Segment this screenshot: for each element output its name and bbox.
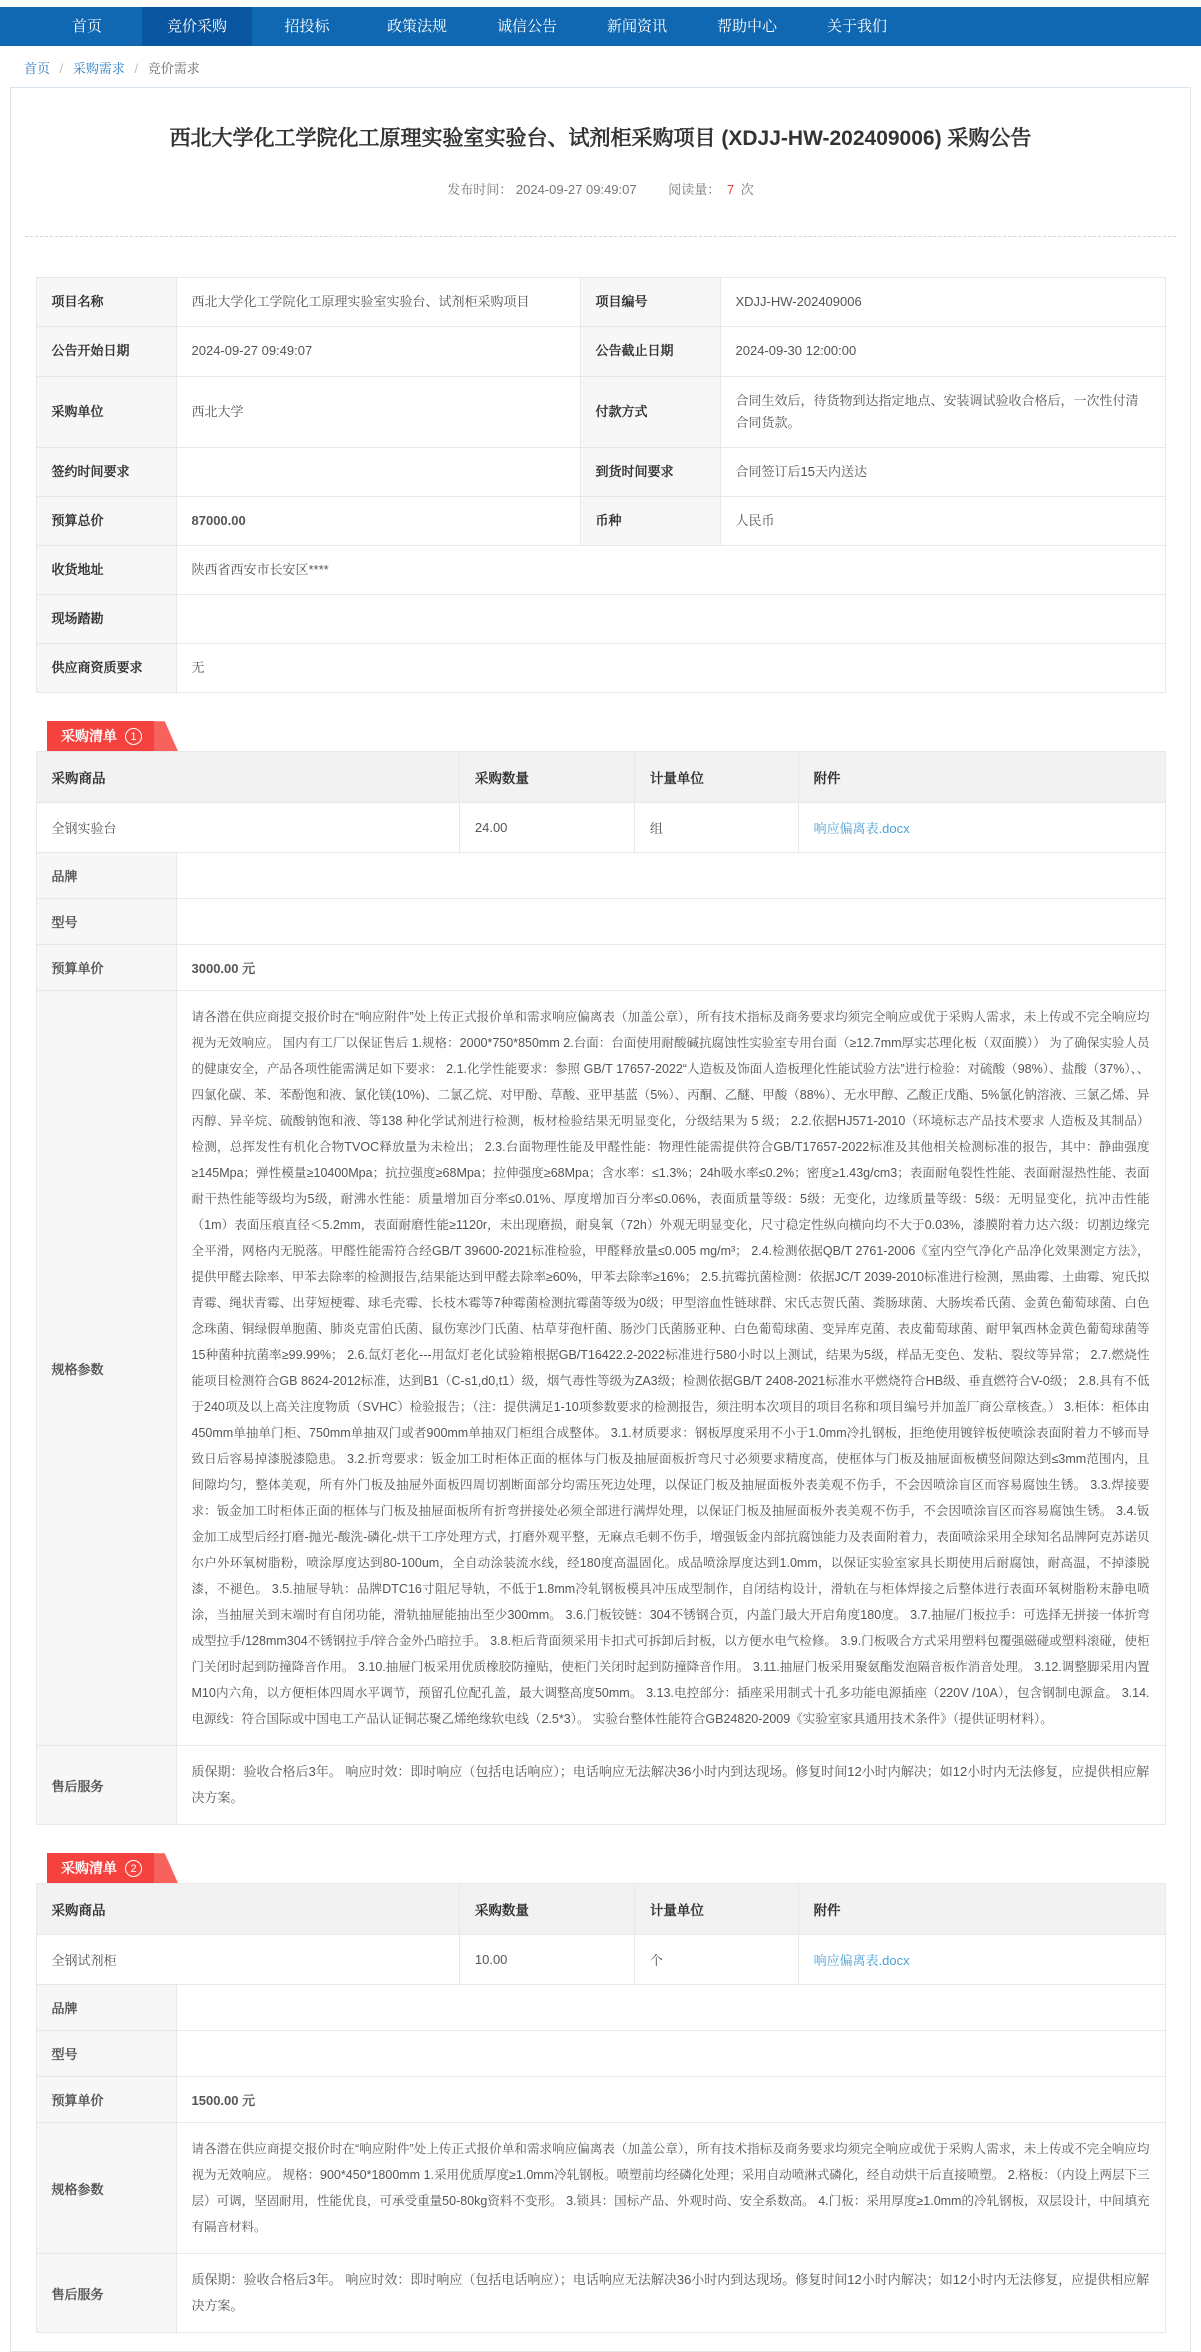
- table-row: [36, 278, 1165, 327]
- breadcrumb-purchase-demand-link[interactable]: 采购需求: [72, 61, 125, 76]
- column-header-quantity: 采购数量: [459, 752, 634, 803]
- total-budget-value: 87000.00: [176, 496, 580, 545]
- field-value-brand: [176, 1985, 1165, 2031]
- field-value-unit-price: 3000.00 元: [176, 945, 1165, 991]
- table-row: [36, 1935, 1165, 1985]
- field-label-unit-price: 预算单价: [36, 945, 176, 991]
- field-label-spec: 规格参数: [36, 2123, 176, 2254]
- breadcrumb-separator: /: [134, 61, 139, 76]
- table-row: [36, 545, 1165, 594]
- field-value-spec: 请各潜在供应商提交报价时在“响应附件”处上传正式报价单和需求响应偏离表（加盖公章），所有技术指标及商务要求均须完全响应或优于采购人需求，未上传或不完全响应均视为无效响应。 国内有工厂以保证售后 1.规格：2000*750*850mm 2.台面：台面使用耐酸碱抗腐蚀性实验室专用台面（≥12.7mm厚实芯理化板（双面膜）） 为了确保实验人员的健康安全，产品各项性能需满足如下要求： 2.1.化学性能要求：参照 GB/T 17657-2022“人造板及饰面人造板理化性能试验方法”进行检验：对硫酸（98%）、盐酸（37%）、、四氯化碳、苯、苯酚饱和液、氯化镁(10%)、二氯乙烷、对甲酚、草酸、亚甲基蓝（5%）、丙酮、乙醚、甲酸（88%）、无水甲醇、乙酸正戊酯、5%氯化钠溶液、三氯乙烯、异丙醇、异辛烷、硫酸钠饱和液、等138 种化学试剂进行检测，板材检验结果无明显变化，分级结果为 5 级； 2.2.依据HJ571-2010（环境标志产品技术要求 人造板及其制品）检测，总挥发性有机化合物TVOC释放量为未检出； 2.3.台面物理性能及甲醛性能：物理性能需提供符合GB/T17657-2022标准及其他相关检测标准的报告，其中：静曲强度≥145Mpa；弹性模量≥10400Mpa；抗拉强度≥68Mpa；拉伸强度≥68Mpa；含水率：≤1.3%；24h吸水率≤0.2%；密度≥1.43g/cm3；表面耐龟裂性性能、表面耐湿热性能、表面耐干热性能等级均为5级，耐沸水性能：质量增加百分率≤0.01%、厚度增加百分率≤0.06%，表面质量等级：5级：无变化，边缘质量等级：5级：无明显变化，抗冲击性能（1m）表面压痕直径＜5.2mm，表面耐磨性能≥1120r，未出现磨损，耐臭氧（72h）外观无明显变化，尺寸稳定性纵向横向均不大于0.03%，漆膜附着力达六级：切割边缘完全平滑，网格内无脱落。甲醛性能需符合经GB/T 39600-2021标准检验，甲醛释放量≤0.005 mg/m³； 2.4.检测依据QB/T 2761-2006《室内空气净化产品净化效果测定方法》，提供甲醛去除率、甲苯去除率的检测报告,结果能达到甲醛去除率≥60%，甲苯去除率≥16%； 2.5.抗霉抗菌检测：依据JC/T 2039-2010标准进行检测，黑曲霉、土曲霉、宛氏拟青霉、绳状青霉、出芽短梗霉、球毛壳霉、长枝木霉等7种霉菌检测抗霉菌等级为0级；甲型溶血性链球群、宋氏志贺氏菌、粪肠球菌、大肠埃希氏菌、金黄色葡萄球菌、白色念珠菌、铜绿假单胞菌、肺炎克雷伯氏菌、鼠伤寒沙门氏菌、枯草芽孢杆菌、肠沙门氏菌肠亚种、白色葡萄球菌、变异库克菌、表皮葡萄球菌、耐甲氧西林金黄色葡萄球菌等15种菌种抗菌率≥99.99%； 2.6.氙灯老化---用氙灯老化试验箱根据GB/T16422.2-2022标准进行580小时以上测试，结果为5级，样品无变色、发粘、裂纹等异常； 2.7.燃烧性能项目检测符合GB 8624-2012标准，达到B1（C-s1,d0,t1）级，烟气毒性等级为ZA3级；检测依据GB/T 2408-2021标准水平燃烧符合HB级、垂直燃符合V-0级； 2.8.具有不低于240项及以上高关注度物质（SVHC）检验报告；（注：提供满足1-10项参数要求的检测报告，须注明本次项目的项目名称和项目编号并加盖厂商公章核查。） 3.柜体：柜体由450mm单抽单门柜、750mm单抽双门或者900mm单抽双门柜组合成整体。 3.1.材质要求：钢板厚度采用不小于1.0mm冷扎钢板，拒绝使用镀锌板使喷涂表面附着力不够而导致日后容易掉漆脱漆隐患。 3.2.折弯要求：钣金加工时柜体正面的框体与门板及抽屉面板折弯尺寸必须要求精度高，使框体与门板及抽屉面板横竖间隙达到≤3mm范围内，且间隙均匀，整体美观，所有外门板及抽屉外面板四周切割断面部分均需压死边处理，以保证门板及抽屉面板外表美观不伤手，不会因喷涂盲区而容易腐蚀生锈。 3.3.焊接要求：钣金加工时柜体正面的框体与门板及抽屉面板所有折弯拼接处必须全部进行满焊处理，以保证门板及抽屉面板外表美观不伤手，不会因喷涂盲区而容易腐蚀生锈。 3.4.钣金加工成型后经打磨-抛光-酸洗-磷化-烘干工序处理方式，打磨外观平整，无麻点毛刺不伤手，增强钣金内部抗腐蚀能力及表面附着力，表面喷涂采用全球知名品牌阿克苏诺贝尔户外环氧树脂粉，喷涂厚度达到80-100um，全自动涂装流水线，经180度高温固化。成品喷涂厚度达到1.0mm，以保证实验室家具长期使用后耐腐蚀，耐高温，不掉漆脱漆，不褪色。 3.5.抽屉导轨：品牌DTC16寸阻尼导轨，不低于1.8mm冷轧钢板模具冲压成型制作，自闭结构设计，滑轨在与柜体焊接之后整体进行表面环氧树脂粉末静电喷涂，当抽屉关到末端时有自闭功能，滑轨抽屉能抽出至少300mm。 3.6.门板铰链：304不锈钢合页，内盖门最大开启角度180度。 3.7.抽屉/门板拉手：可选择无拼接一体折弯成型拉手/128mm304不锈钢拉手/锌合金外凸暗拉手。 3.8.柜后背面须采用卡扣式可拆卸后封板，以方便水电气检修。 3.9.门板吸合方式采用塑料包覆强磁碰或塑料滚碰，使柜门关闭时起到防撞降音作用。 3.10.抽屉门板采用优质橡胶防撞贴，使柜门关闭时起到防撞降音作用。 3.11.抽屉门板采用聚氨酯发泡隔音板作消音处理。 3.12.调整脚采用内置M10内六角，以方便柜体四周水平调节，预留孔位配孔盖，最大调整高度50mm。 3.13.电控部分：插座采用制式十孔多功能电源插座（220V /10A），包含钢制电源盒。 3.14.电源线：符合国际或中国电工产品认证铜芯聚乙烯绝缘软电线（2.5*3）。 实验台整体性能符合GB24820-2009《实验室家具通用技术条件》（提供证明材料）。: [176, 991, 1165, 1746]
- field-value-model: [176, 899, 1165, 945]
- list-2-items-table: [36, 1883, 1166, 1985]
- table-row: [36, 496, 1165, 545]
- column-header-attachment: 附件: [798, 1884, 1165, 1935]
- views-label: 阅读量：: [668, 182, 721, 198]
- list-1-fields-table: [36, 852, 1166, 1825]
- table-row: [36, 899, 1165, 945]
- column-header-product: 采购商品: [36, 1884, 459, 1935]
- info-label: 币种: [580, 496, 720, 545]
- article-meta: [11, 153, 1190, 236]
- info-value: 合同签订后15天内送达: [720, 447, 1165, 496]
- table-row: [36, 2031, 1165, 2077]
- nav-item-policy[interactable]: 政策法规: [386, 18, 447, 35]
- info-value: 西北大学化工学院化工原理实验室实验台、试剂柜采购项目: [176, 278, 580, 327]
- info-value: 2024-09-27 09:49:07: [176, 327, 580, 376]
- list-1-badge: [47, 721, 154, 751]
- nav-item-news[interactable]: 新闻资讯: [606, 18, 667, 35]
- field-value-unit-price: 1500.00 元: [176, 2077, 1165, 2123]
- info-value: 陕西省西安市长安区****: [176, 545, 1165, 594]
- column-header-quantity: 采购数量: [459, 1884, 634, 1935]
- field-label-unit-price: 预算单价: [36, 2077, 176, 2123]
- announcement-card: [10, 87, 1191, 2352]
- field-label-model: 型号: [36, 899, 176, 945]
- divider: [25, 236, 1176, 237]
- info-label: 签约时间要求: [36, 447, 176, 496]
- table-row: [36, 376, 1165, 447]
- nav-item-home[interactable]: 首页: [71, 18, 102, 35]
- breadcrumb-home-link[interactable]: 首页: [24, 61, 51, 76]
- field-value-after-sale: 质保期：验收合格后3年。 响应时效：即时响应（包括电话响应）；电话响应无法解决36小时内到达现场。修复时间12小时内解决；如12小时内无法修复，应提供相应解决方案。: [176, 2254, 1165, 2333]
- table-row: [36, 803, 1165, 853]
- info-label: 项目名称: [36, 278, 176, 327]
- top-navigation: [0, 7, 1201, 46]
- info-label: 公告开始日期: [36, 327, 176, 376]
- info-label: 供应商资质要求: [36, 644, 176, 693]
- views-count: 7: [726, 182, 735, 198]
- product-quantity: 10.00: [459, 1935, 634, 1985]
- breadcrumb-separator: /: [59, 61, 64, 76]
- column-header-attachment: 附件: [798, 752, 1165, 803]
- attachment-link[interactable]: 响应偏离表.docx: [813, 821, 910, 837]
- info-value: 人民币: [720, 496, 1165, 545]
- nav-item-help-center[interactable]: 帮助中心: [716, 18, 777, 35]
- nav-item-bidding-purchase[interactable]: 竞价采购: [142, 7, 252, 46]
- nav-item-tender[interactable]: 招投标: [284, 18, 330, 35]
- info-value: XDJJ-HW-202409006: [720, 278, 1165, 327]
- list-1-badge-wrap: [47, 721, 1190, 751]
- product-name: 全钢试剂柜: [36, 1935, 459, 1985]
- info-label: 到货时间要求: [580, 447, 720, 496]
- field-label-brand: 品牌: [36, 853, 176, 899]
- info-value: [176, 447, 580, 496]
- table-row: [36, 2123, 1165, 2254]
- table-row: [36, 853, 1165, 899]
- table-row: [36, 1746, 1165, 1825]
- info-value: [176, 595, 1165, 644]
- table-row: [36, 2254, 1165, 2333]
- nav-item-integrity-notice[interactable]: 诚信公告: [496, 18, 557, 35]
- info-label: 采购单位: [36, 376, 176, 447]
- info-label: 公告截止日期: [580, 327, 720, 376]
- table-row: [36, 945, 1165, 991]
- list-badge-label: 采购清单: [61, 728, 117, 745]
- info-label: 项目编号: [580, 278, 720, 327]
- field-label-brand: 品牌: [36, 1985, 176, 2031]
- table-row: [36, 644, 1165, 693]
- info-label: 收货地址: [36, 545, 176, 594]
- product-unit: 个: [634, 1935, 798, 1985]
- product-unit: 组: [634, 803, 798, 853]
- table-header-row: [36, 1884, 1165, 1935]
- table-row: [36, 447, 1165, 496]
- table-header-row: [36, 752, 1165, 803]
- list-1-items-table: [36, 751, 1166, 853]
- field-label-spec: 规格参数: [36, 991, 176, 1746]
- nav-item-about-us[interactable]: 关于我们: [826, 18, 887, 35]
- info-label: 预算总价: [36, 496, 176, 545]
- product-name: 全钢实验台: [36, 803, 459, 853]
- table-row: [36, 1985, 1165, 2031]
- column-header-unit: 计量单位: [634, 752, 798, 803]
- table-row: [36, 2077, 1165, 2123]
- info-label: 现场踏勘: [36, 595, 176, 644]
- info-value: 无: [176, 644, 1165, 693]
- table-row: [36, 991, 1165, 1746]
- field-label-after-sale: 售后服务: [36, 1746, 176, 1825]
- field-label-after-sale: 售后服务: [36, 2254, 176, 2333]
- info-label: 付款方式: [580, 376, 720, 447]
- column-header-product: 采购商品: [36, 752, 459, 803]
- attachment-link[interactable]: 响应偏离表.docx: [813, 1953, 910, 1969]
- field-label-model: 型号: [36, 2031, 176, 2077]
- list-number-badge: 1: [125, 728, 142, 745]
- project-info-table: [36, 277, 1166, 693]
- field-value-after-sale: 质保期：验收合格后3年。 响应时效：即时响应（包括电话响应）；电话响应无法解决36小时内到达现场。修复时间12小时内解决；如12小时内无法修复，应提供相应解决方案。: [176, 1746, 1165, 1825]
- publish-time-label: 发布时间：: [447, 182, 513, 198]
- views-unit: 次: [740, 182, 754, 198]
- field-value-brand: [176, 853, 1165, 899]
- product-quantity: 24.00: [459, 803, 634, 853]
- info-value: 合同生效后，待货物到达指定地点、安装调试验收合格后，一次性付清合同货款。: [720, 376, 1165, 447]
- page-title: 西北大学化工学院化工原理实验室实验台、试剂柜采购项目 (XDJJ-HW-202409006) 采购公告: [169, 127, 1032, 150]
- field-value-spec: 请各潜在供应商提交报价时在“响应附件”处上传正式报价单和需求响应偏离表（加盖公章），所有技术指标及商务要求均须完全响应或优于采购人需求，未上传或不完全响应均视为无效响应。 规格：900*450*1800mm 1.采用优质厚度≥1.0mm冷轧钢板。喷塑前均经磷化处理；采用自动喷淋式磷化，经自动烘干后直接喷塑。 2.格板：（内设上两层下三层）可调，坚固耐用，性能优良，可承受重量50-80kg资料不变形。 3.锁具：国标产品、外观时尚、安全系数高。 4.门板：采用厚度≥1.0mm的冷轧钢板，双层设计，中间填充有隔音材料。: [176, 2123, 1165, 2254]
- table-row: [36, 327, 1165, 376]
- column-header-unit: 计量单位: [634, 1884, 798, 1935]
- info-value: 2024-09-30 12:00:00: [720, 327, 1165, 376]
- breadcrumb: [0, 46, 1201, 87]
- field-value-model: [176, 2031, 1165, 2077]
- list-2-fields-table: [36, 1984, 1166, 2333]
- table-row: [36, 595, 1165, 644]
- publish-time-value: 2024-09-27 09:49:07: [515, 182, 637, 198]
- list-2-badge: [47, 1853, 154, 1883]
- breadcrumb-current: 竞价需求: [147, 61, 200, 76]
- list-badge-label: 采购清单: [61, 1860, 117, 1877]
- list-2-badge-wrap: [47, 1853, 1190, 1883]
- list-number-badge: 2: [125, 1860, 142, 1877]
- info-value: 西北大学: [176, 376, 580, 447]
